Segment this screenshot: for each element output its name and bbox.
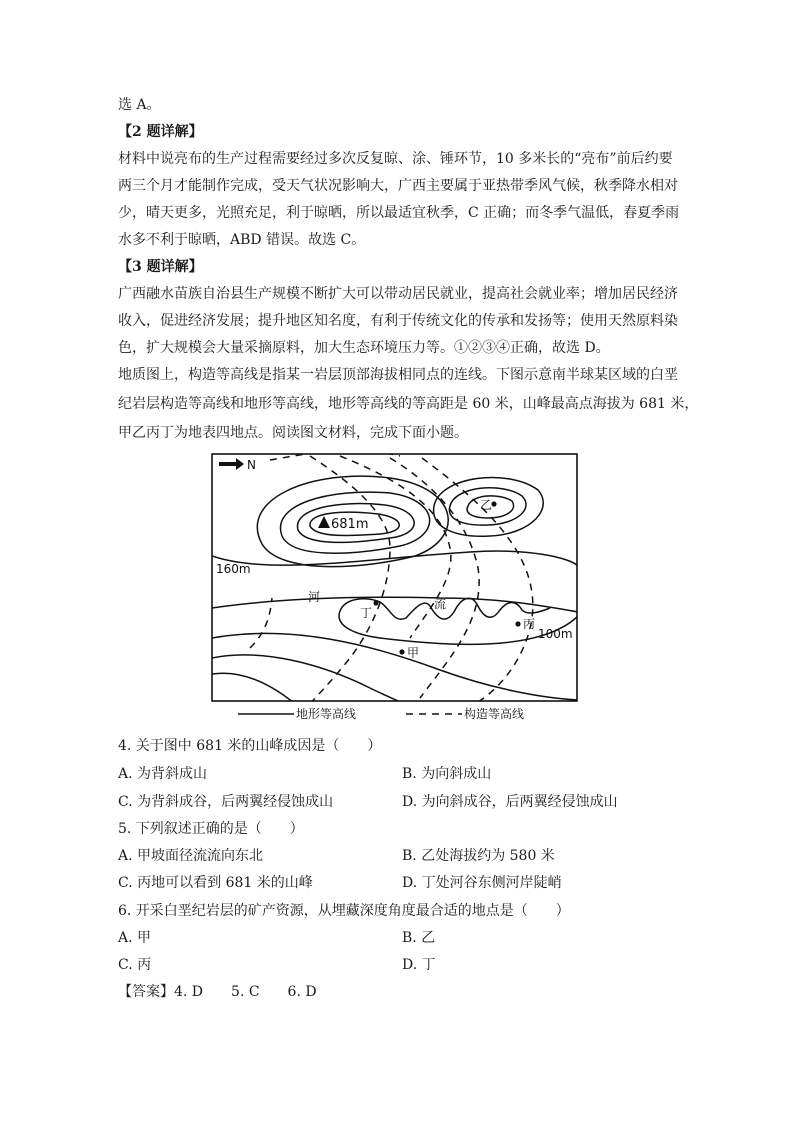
question-6: 6. 开采白垩纪岩层的矿产资源，从埋藏深度角度最合适的地点是（ ） [118,903,570,919]
legend-structure-label: 构造等高线 [464,707,525,720]
contour-160-label: 160m [216,562,251,576]
point-yi-label: 乙 [480,498,493,512]
option-5b: B. 乙处海拔约为 580 米 [402,848,555,864]
peak-label: 681m [331,517,369,532]
point-bing-label: 丙 [523,617,536,631]
point-yi-marker [491,501,496,506]
text-line: 少，晴天更多，光照充足，利于晾晒，所以最适宜秋季，C 正确；而冬季气温低，春夏季雨 [118,205,680,221]
option-4d: D. 为向斜成谷，后两翼经侵蚀成山 [402,794,618,810]
point-bing-marker [515,621,520,626]
option-4a: A. 为背斜成山 [118,766,208,782]
contour-map-figure [210,448,580,720]
option-6a: A. 甲 [118,930,152,946]
text-line: 选 A。 [118,97,161,113]
point-ding-label: 丁 [360,606,373,620]
point-jia-label: 甲 [407,646,420,660]
text-line: 广西融水苗族自治县生产规模不断扩大可以带动居民就业，提高社会就业率；增加居民经济 [118,286,678,302]
section-heading: 【3 题详解】 [118,259,203,275]
legend-topo-label: 地形等高线 [296,707,357,720]
text-line: 材料中说亮布的生产过程需要经过多次反复晾、涂、锤环节，10 多米长的“亮布”前后约要 [118,151,673,167]
point-ding-marker [373,600,378,605]
text-line: 甲乙丙丁为地表四地点。阅读图文材料，完成下面小题。 [118,425,468,441]
river-label-liu: 流 [434,597,447,611]
text-line: 两三个月才能制作完成，受天气状况影响大，广西主要属于亚热带季风气候，秋季降水相对 [118,178,678,194]
option-5d: D. 丁处河谷东侧河岸陡峭 [402,875,562,891]
text-line: 收入，促进经济发展；提升地区知名度，有利于传统文化的传承和发扬等；使用天然原料染 [118,313,678,329]
option-4b: B. 为向斜成山 [402,766,492,782]
question-4: 4. 关于图中 681 米的山峰成因是（ ） [118,738,382,754]
option-6d: D. 丁 [402,957,436,973]
question-5: 5. 下列叙述正确的是（ ） [118,821,304,837]
option-4c: C. 为背斜成谷，后两翼经侵蚀成山 [118,794,334,810]
text-line: 纪岩层构造等高线和地形等高线，地形等高线的等高距是 60 米，山峰最高点海拔为 681 米， [118,396,699,412]
text-line: 色，扩大规模会大量采摘原料，加大生态环境压力等。①②③④正确，故选 D。 [118,340,610,356]
contour-100-label: 100m [538,627,573,641]
text-line: 水多不利于晾晒，ABD 错误。故选 C。 [118,232,366,248]
option-5a: A. 甲坡面径流流向东北 [118,848,264,864]
answer-line: 【答案】4. D 5. C 6. D [118,984,317,1000]
point-jia-marker [399,649,404,654]
north-label: N [247,458,256,472]
river-label-he: 河 [308,590,321,604]
option-6b: B. 乙 [402,930,436,946]
option-5c: C. 丙地可以看到 681 米的山峰 [118,875,313,891]
text-line: 地质图上，构造等高线是指某一岩层顶部海拔相同点的连线。下图示意南半球某区域的白垩 [118,367,678,383]
option-6c: C. 丙 [118,957,152,973]
section-heading: 【2 题详解】 [118,124,203,140]
map-frame [212,454,577,701]
